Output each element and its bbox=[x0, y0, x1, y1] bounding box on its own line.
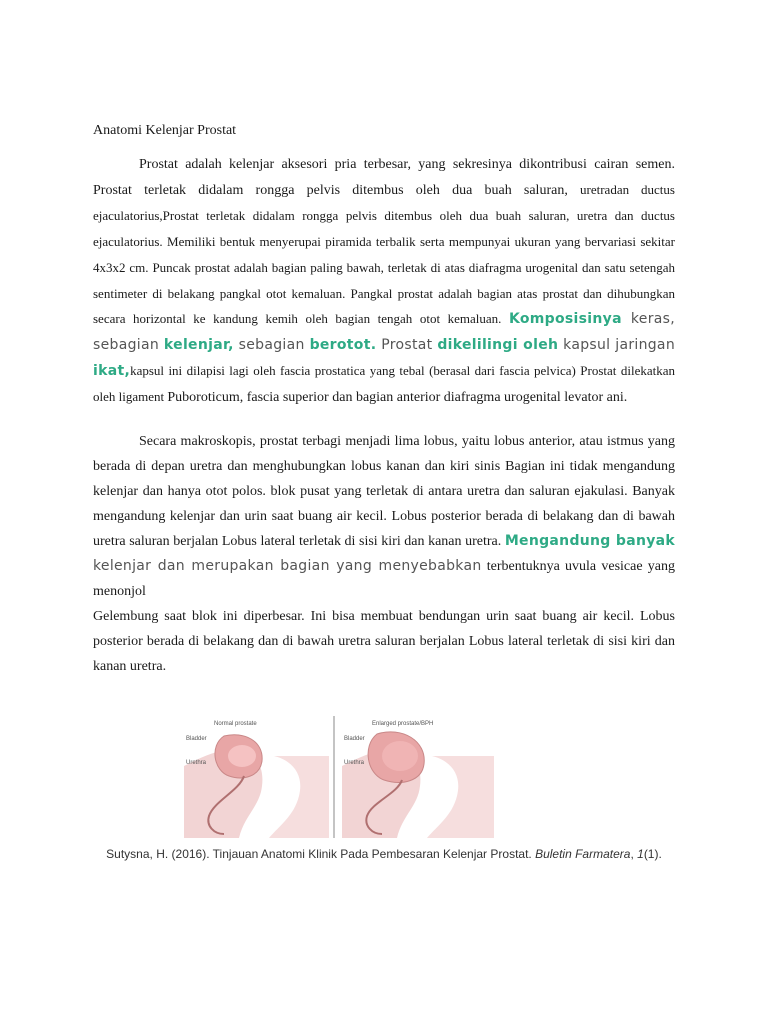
caption-issue: (1). bbox=[643, 847, 662, 861]
keyword-ikat: ikat, bbox=[93, 363, 131, 380]
paragraph-2 bbox=[93, 429, 675, 679]
p1-text-3: kapsul ini dilapisi lagi oleh fascia prostatica yang tebal (berasal dari fascia pelvica) Prostat dilekatkan oleh ligament bbox=[93, 363, 675, 405]
normal-prostate-label: Normal prostate bbox=[214, 721, 257, 727]
p2-text-2: terbentuknya uvula vesicae yang menonjol bbox=[93, 559, 675, 599]
p1-sans-3: Prostat bbox=[376, 337, 438, 354]
document-title: Anatomi Kelenjar Prostat bbox=[93, 123, 237, 138]
enlarged-prostate-label: Enlarged prostate/BPH bbox=[372, 721, 434, 727]
paragraph-1 bbox=[93, 153, 675, 411]
p1-text-4: Puboroticum, fascia superior dan bagian anterior diafragma urogenital levator ani. bbox=[167, 390, 628, 406]
urethra-label-right: Urethra bbox=[344, 760, 365, 766]
p1-sans-1: keras, sebagian bbox=[93, 311, 675, 354]
p2-text-1: Secara makroskopis, prostat terbagi menjadi lima lobus, yaitu lobus anterior, atau istmus yang berada di depan uretra dan menghubungkan lobus kanan dan kiri sinis Bagian ini tidak mengandung kelenjar dan hanya otot polos. blok pusat yang terletak di antara uretra dan saluran ejakulasi. Banyak mengandung kelenjar dan urin saat buang air kecil. Lobus posterior berada di belakang dan di bawah uretra saluran berjalan Lobus lateral terletak di sisi kiri dan kanan uretra. bbox=[93, 434, 675, 549]
p1-text-2: uretradan ductus ejaculatorius,Prostat terletak didalam rongga pelvis ditembus oleh dua buah saluran, uretra dan ductus ejaculatorius. Memiliki bentuk menyerupai piramida terbalik serta mempunyai ukuran yang bervariasi sekitar 4x3x2 cm. Puncak prostat adalah bagian paling bawah, terletak di atas diafragma urogenital dan satu setengah sentimeter di belakang pangkal otot kemaluan. Pangkal prostat adalah bagian atas prostat dan dihubungkan secara horizontal ke kandung kemih oleh bagian tengah otot kemaluan. bbox=[93, 181, 675, 327]
figure-caption bbox=[100, 846, 668, 862]
enlarged-prostate-panel bbox=[342, 716, 494, 838]
keyword-berotot: berotot. bbox=[309, 337, 377, 354]
keyword-komposisinya: Komposisinya bbox=[508, 311, 622, 328]
bladder-label-right: Bladder bbox=[344, 736, 365, 742]
prostate-anatomy-figure bbox=[184, 716, 494, 838]
caption-journal: Buletin Farmatera bbox=[535, 847, 631, 861]
p2-sans-1: kelenjar dan merupakan bagian yang menyebabkan bbox=[93, 558, 482, 574]
bladder-label-left: Bladder bbox=[186, 736, 207, 742]
normal-prostate-panel bbox=[184, 716, 329, 838]
keyword-dikelilingi-oleh: dikelilingi oleh bbox=[437, 337, 559, 354]
caption-comma: , bbox=[630, 847, 638, 861]
keyword-kelenjar: kelenjar, bbox=[163, 337, 234, 354]
p1-sans-4: kapsul jaringan bbox=[558, 337, 675, 354]
keyword-mengandung-banyak: Mengandung banyak bbox=[504, 533, 675, 549]
p1-text-1: Prostat adalah kelenjar aksesori pria terbesar, yang sekresinya dikontribusi cairan semen. Prostat terletak didalam rongga pelvis ditembus oleh dua buah saluran, bbox=[93, 157, 675, 198]
urethra-label-left: Urethra bbox=[186, 760, 207, 766]
p2-text-3: Gelembung saat blok ini diperbesar. Ini bisa membuat bendungan urin saat buang air kecil. Lobus posterior berada di belakang dan di bawah uretra saluran berjalan Lobus lateral terletak di sisi kiri dan kanan uretra. bbox=[93, 609, 675, 674]
caption-volume: 1 bbox=[637, 847, 644, 861]
caption-main: Sutysna, H. (2016). Tinjauan Anatomi Klinik Pada Pembesaran Kelenjar Prostat. bbox=[106, 847, 536, 861]
p1-sans-2: sebagian bbox=[233, 337, 310, 354]
